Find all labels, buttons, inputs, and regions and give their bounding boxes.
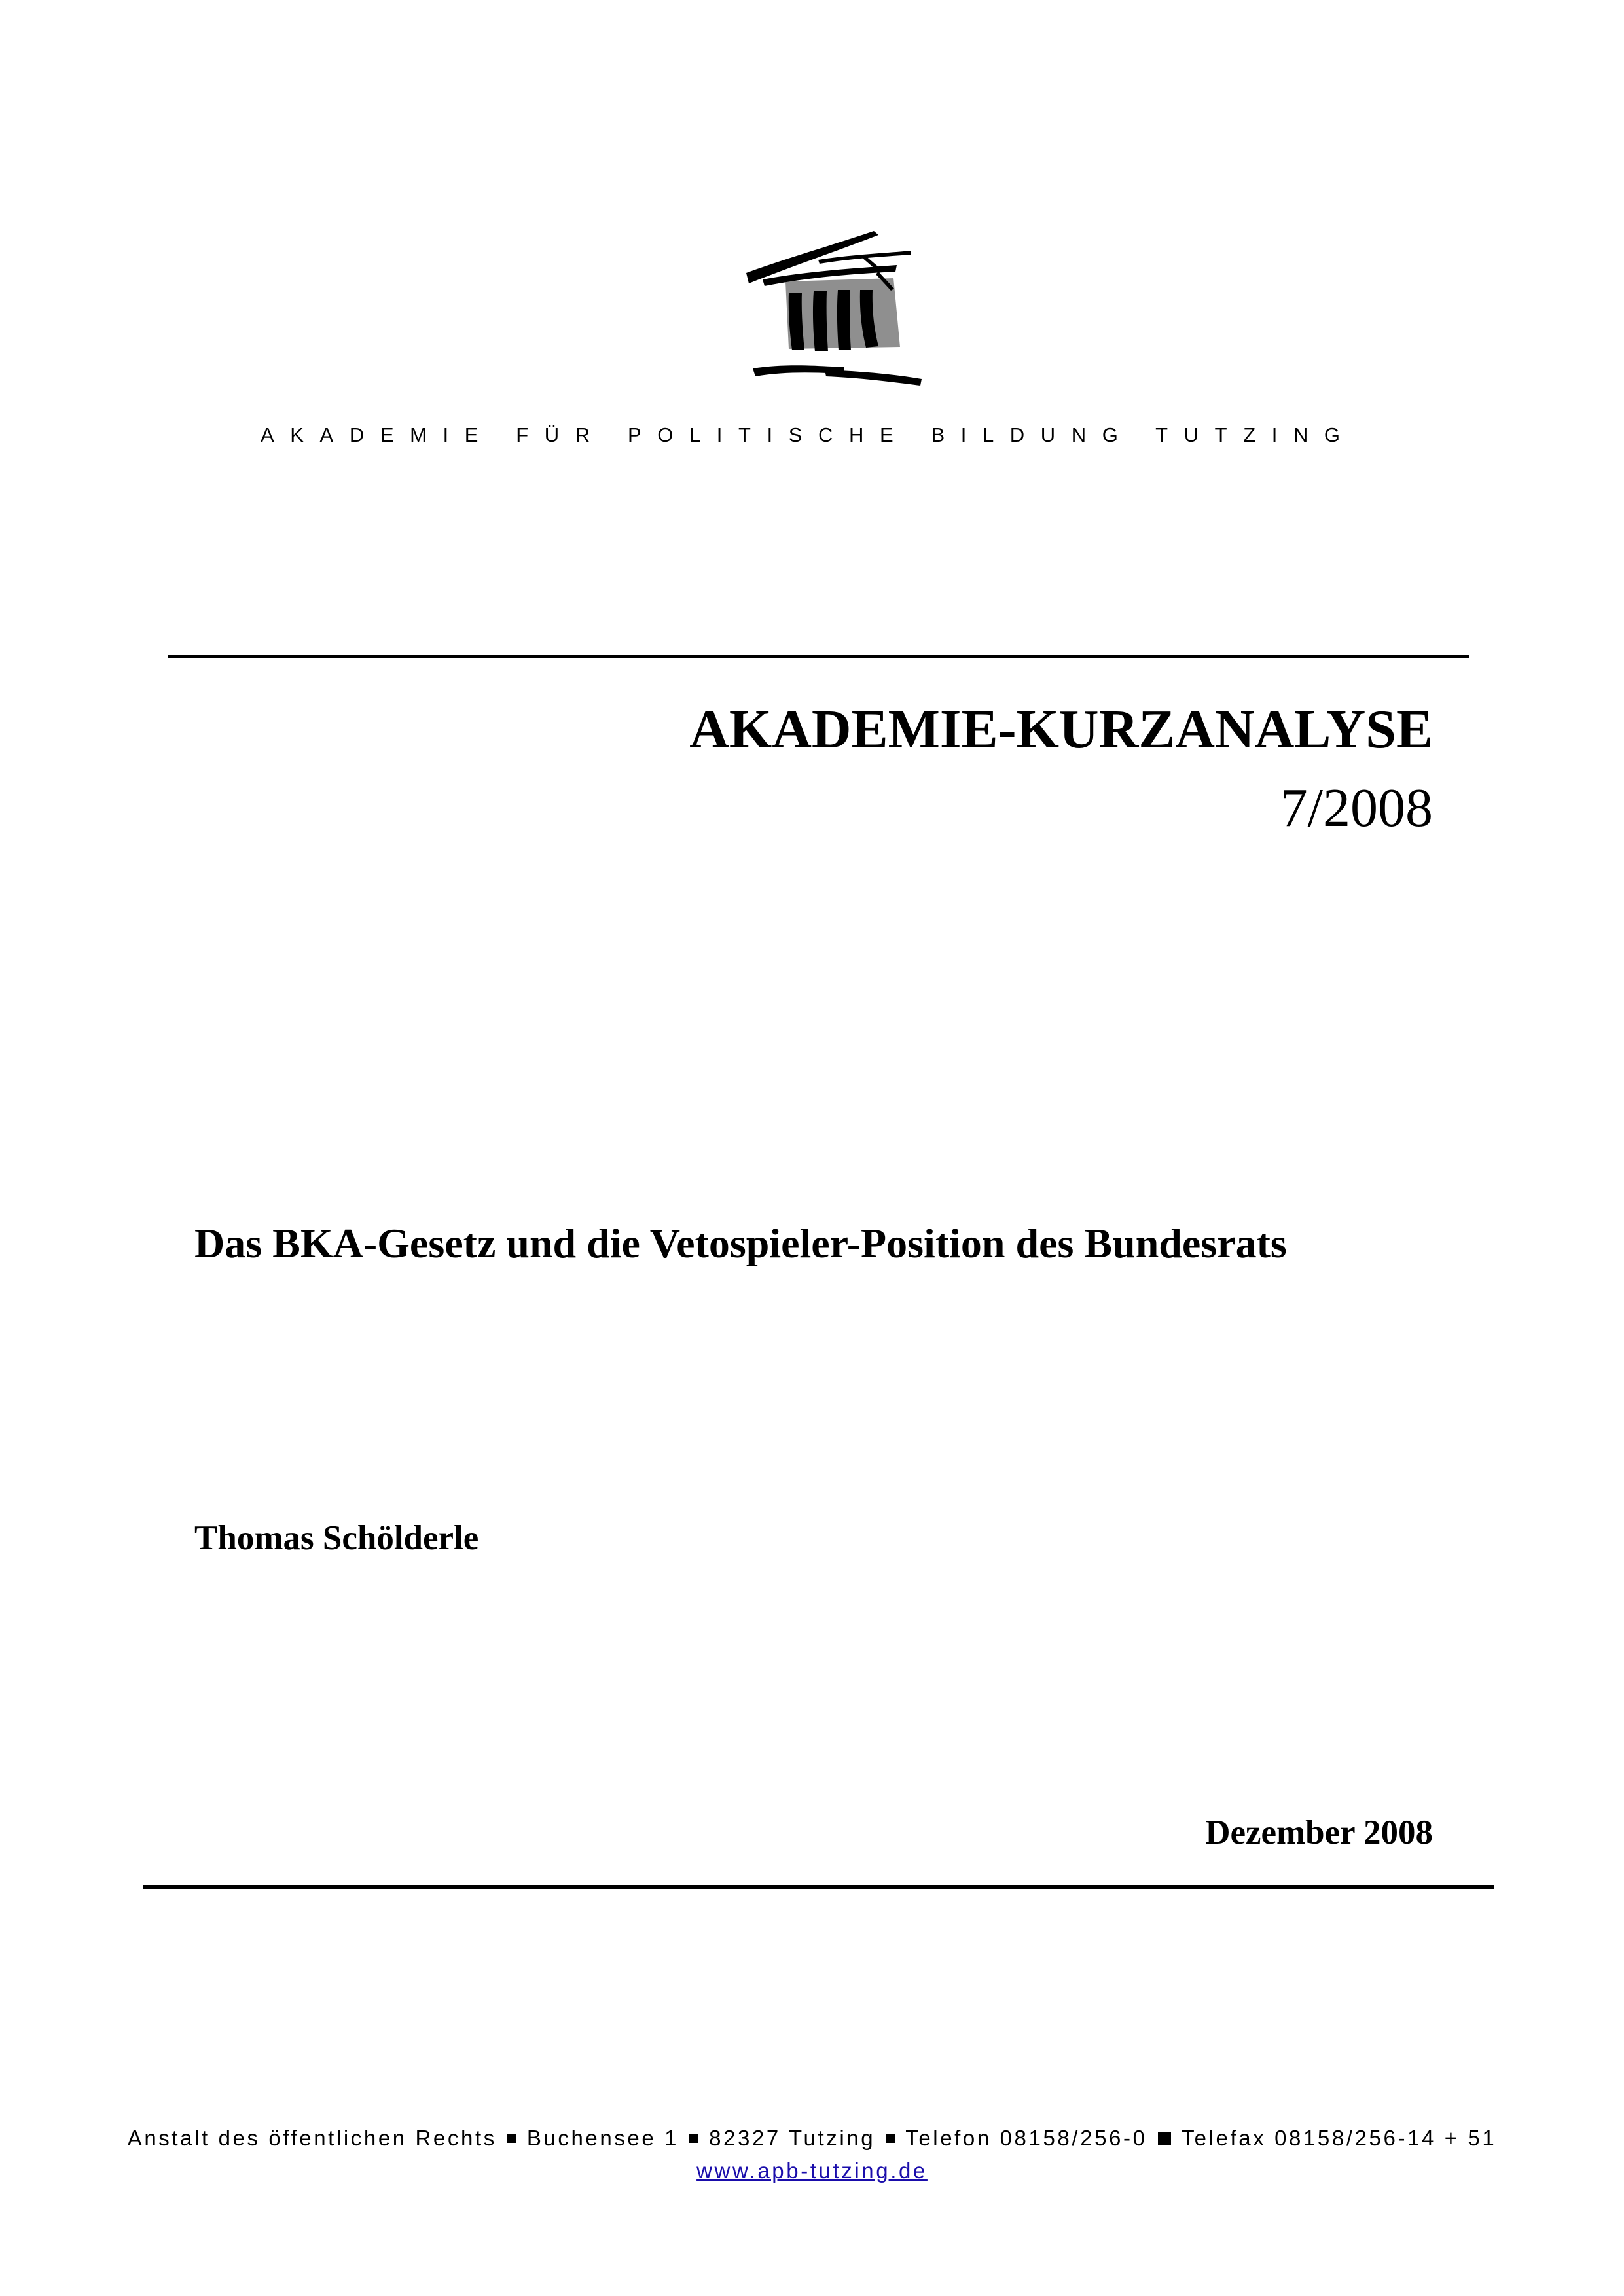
separator-square-icon <box>689 2134 698 2143</box>
footer-street: Buchensee 1 <box>526 2126 679 2150</box>
author-name: Thomas Schölderle <box>194 1519 479 1557</box>
separator-square-icon <box>507 2134 516 2143</box>
publication-date: Dezember 2008 <box>1205 1814 1433 1852</box>
academy-logo-icon <box>740 226 936 386</box>
series-title: AKADEMIE-KURZANALYSE <box>689 699 1433 760</box>
footer-legal-form: Anstalt des öffentlichen Rechts <box>127 2126 497 2150</box>
website-link[interactable]: www.apb-tutzing.de <box>696 2159 928 2183</box>
footer-fax: Telefax 08158/256-14 + 51 <box>1181 2126 1497 2150</box>
footer-address <box>0 2124 1624 2153</box>
separator-square-icon <box>886 2134 895 2143</box>
institute-name: AKADEMIE FÜR POLITISCHE BILDUNG TUTZING <box>261 423 1356 446</box>
series-number: 7/2008 <box>1280 778 1433 838</box>
separator-square-icon <box>1158 2132 1171 2145</box>
bottom-divider <box>143 1885 1494 1889</box>
footer-phone: Telefon 08158/256-0 <box>905 2126 1147 2150</box>
top-divider <box>168 655 1469 658</box>
document-title: Das BKA-Gesetz und die Vetospieler-Position des Bundesrats <box>194 1220 1287 1266</box>
footer-city: 82327 Tutzing <box>709 2126 876 2150</box>
footer-website-row <box>0 2157 1624 2185</box>
